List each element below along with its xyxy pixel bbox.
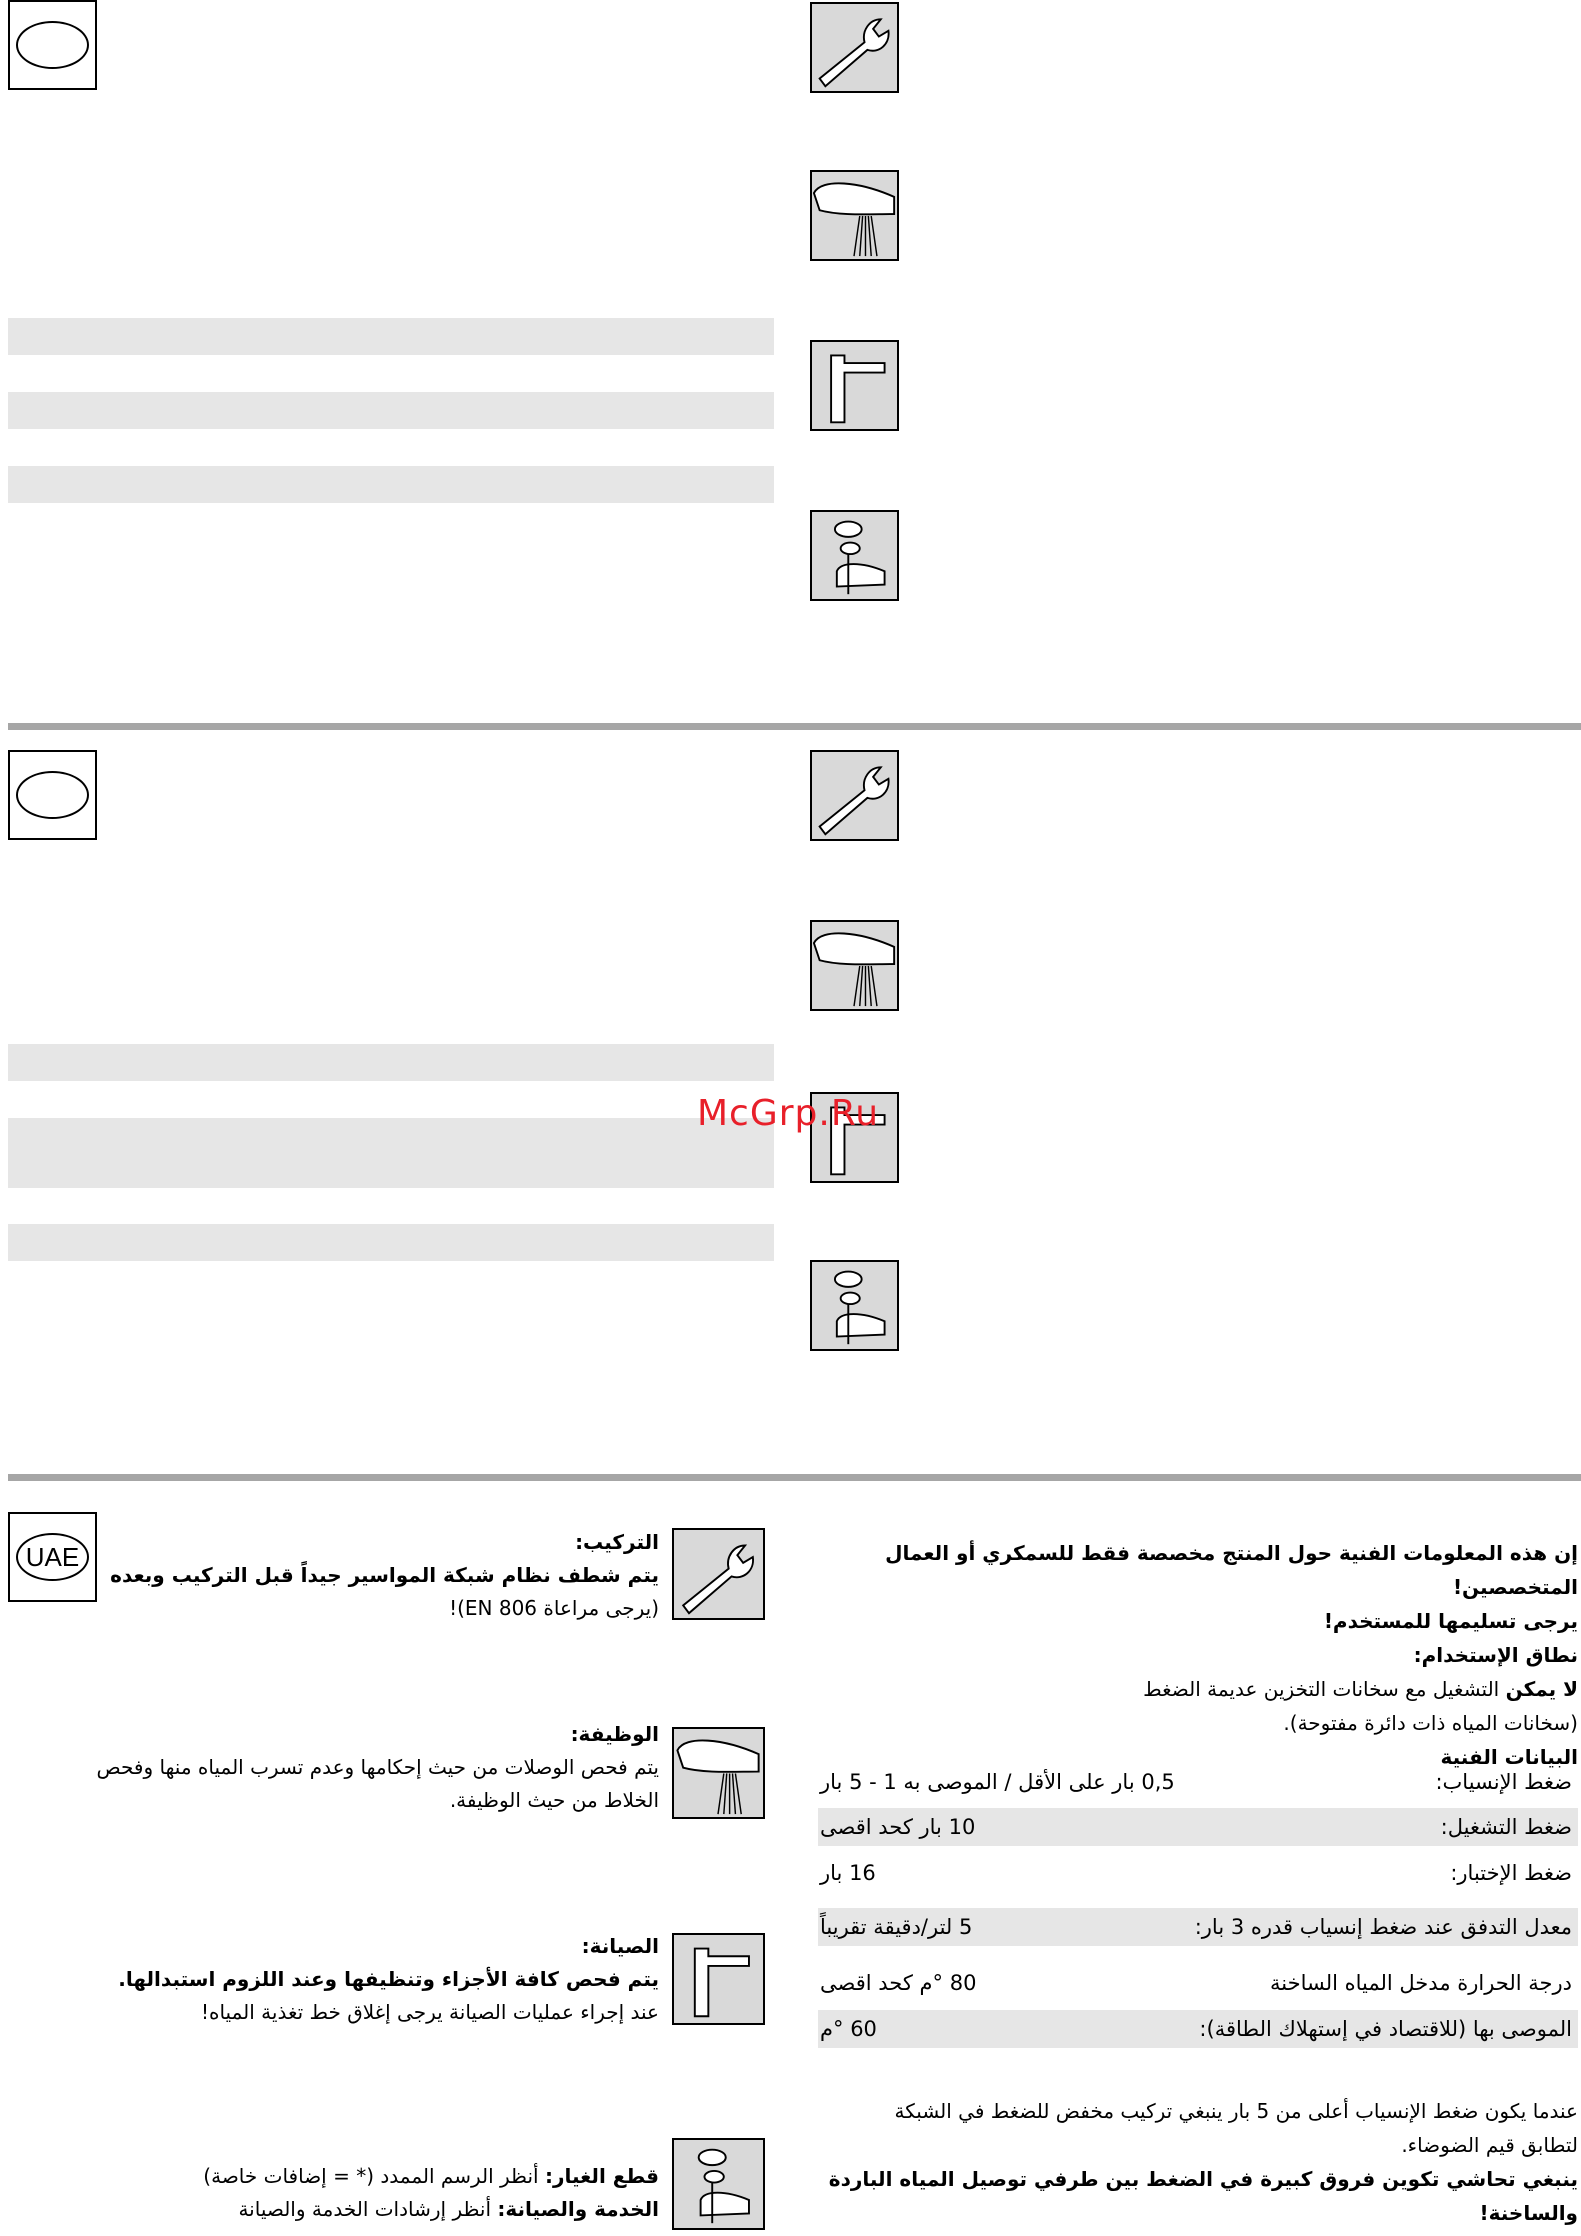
intro-line1: إن هذه المعلومات الفنية حول المنتج مخصصة فقط للسمكري أو العمال المتخصصين!	[885, 1541, 1578, 1599]
installation-line2: (يرجى مراعاة EN 806)!	[449, 1596, 659, 1620]
tech-row-label: ضغط الإختبار:	[1450, 1861, 1572, 1885]
installation-line1: يتم شطف نظام شبكة المواسير جيداً قبل التركيب وبعده	[110, 1563, 659, 1587]
tech-row-value: 10 بار كحد اقصى	[820, 1815, 976, 1839]
tech-row	[818, 2010, 1578, 2048]
scope-bold: لا يمكن	[1505, 1677, 1578, 1701]
spare-parts-icon	[810, 510, 899, 601]
hex-key-icon	[672, 1933, 765, 2025]
tech-row-value: 80 °م كحد اقصى	[820, 1971, 977, 1995]
intro-block	[818, 1536, 1578, 1774]
language-badge-box-1	[8, 0, 97, 90]
shaded-row	[8, 1224, 774, 1261]
tech-row-value: 16 بار	[820, 1861, 876, 1885]
shower-spray-icon	[810, 170, 899, 261]
section-divider	[8, 1474, 1581, 1481]
tech-row	[818, 1964, 1578, 2002]
section-divider	[8, 723, 1581, 730]
tech-title: البيانات الفنية	[1440, 1745, 1578, 1769]
scope-line1	[818, 1672, 1578, 1706]
function-title: الوظيفة:	[570, 1722, 659, 1746]
shaded-row	[8, 466, 774, 503]
spare-parts-icon	[810, 1260, 899, 1351]
maintenance-block	[9, 1930, 659, 2029]
note-line2: لتطابق قيم الضوضاء.	[1401, 2133, 1578, 2157]
tech-row-value: 0,5 بار على الأقل / الموصى به 1 - 5 بار	[820, 1770, 1175, 1794]
tech-row-label: ضغط الإنسياب:	[1435, 1770, 1572, 1794]
maintenance-line1: يتم فحص كافة الأجزاء وتنظيفها وعند اللزوم استبدالها.	[118, 1967, 659, 1991]
tech-row-label: درجة الحرارة مدخل المياه الساخنة	[1270, 1971, 1572, 1995]
tech-row	[818, 1808, 1578, 1846]
shaded-row	[8, 1118, 774, 1188]
function-line2: الخلاط من حيث الوظيفة.	[449, 1788, 659, 1812]
maintenance-line2: عند إجراء عمليات الصيانة يرجى إغلاق خط تغذية المياه!	[200, 2000, 659, 2024]
tech-row-label: الموصى بها (للاقتصاد في إستهلاك الطاقة):	[1199, 2017, 1572, 2041]
tech-row	[818, 1854, 1578, 1892]
tech-row	[818, 1763, 1578, 1801]
installation-block	[9, 1526, 659, 1625]
scope-rest: التشغيل مع سخانات التخزين عديمة الضغط	[1143, 1677, 1506, 1701]
note-line1: عندما يكون ضغط الإنسياب أعلى من 5 بار ينبغي تركيب مخفض للضغط في الشبكة	[894, 2099, 1578, 2123]
shower-spray-icon	[672, 1727, 765, 1819]
scope-title: نطاق الإستخدام:	[1413, 1643, 1578, 1667]
service-title: الخدمة والصيانة:	[497, 2197, 659, 2221]
language-badge-box-2	[8, 750, 97, 840]
spare-parts-line	[9, 2160, 659, 2193]
shaded-row	[8, 318, 774, 355]
service-text: أنظر إرشادات الخدمة والصيانة	[238, 2197, 492, 2221]
watermark: McGrp.Ru	[697, 1093, 880, 1134]
hex-key-icon	[810, 340, 899, 431]
wrench-icon	[810, 750, 899, 841]
maintenance-title: الصيانة:	[581, 1934, 659, 1958]
function-block	[9, 1718, 659, 1817]
intro-line2: يرجى تسليمها للمستخدم!	[1323, 1609, 1578, 1633]
language-badge-oval	[16, 21, 89, 69]
note-block	[818, 2094, 1578, 2230]
spare-parts-text: أنظر الرسم الممدد (* = إضافات خاصة)	[203, 2164, 539, 2188]
wrench-icon	[672, 1528, 765, 1620]
spare-parts-icon	[672, 2138, 765, 2230]
spare-parts-title: قطع الغيار:	[544, 2164, 659, 2188]
shower-spray-icon	[810, 920, 899, 1011]
function-line1: يتم فحص الوصلات من حيث إحكامها وعدم تسرب المياه منها وفحص	[96, 1755, 659, 1779]
scope-line2: (سخانات المياه ذات دائرة مفتوحة).	[1283, 1711, 1578, 1735]
tech-row-label: معدل التدفق عند ضغط إنسياب قدره 3 بار:	[1194, 1915, 1572, 1939]
tech-row-label: ضغط التشغيل:	[1440, 1815, 1572, 1839]
tech-row-value: 60 °م	[820, 2017, 877, 2041]
note-line3: ينبغي تحاشي تكوين فروق كبيرة في الضغط بين طرفي توصيل المياه الباردة والساخنة!	[828, 2167, 1578, 2225]
service-line	[9, 2193, 659, 2226]
language-badge-uae: UAE	[16, 1533, 89, 1581]
shaded-row	[8, 392, 774, 429]
wrench-icon	[810, 2, 899, 93]
language-badge-oval	[16, 771, 89, 819]
spare-parts-block	[9, 2160, 659, 2226]
tech-row-value: 5 لتر/دقيقة تقريباً	[820, 1915, 973, 1939]
tech-row	[818, 1908, 1578, 1946]
shaded-row	[8, 1044, 774, 1081]
installation-title: التركيب:	[575, 1530, 659, 1554]
